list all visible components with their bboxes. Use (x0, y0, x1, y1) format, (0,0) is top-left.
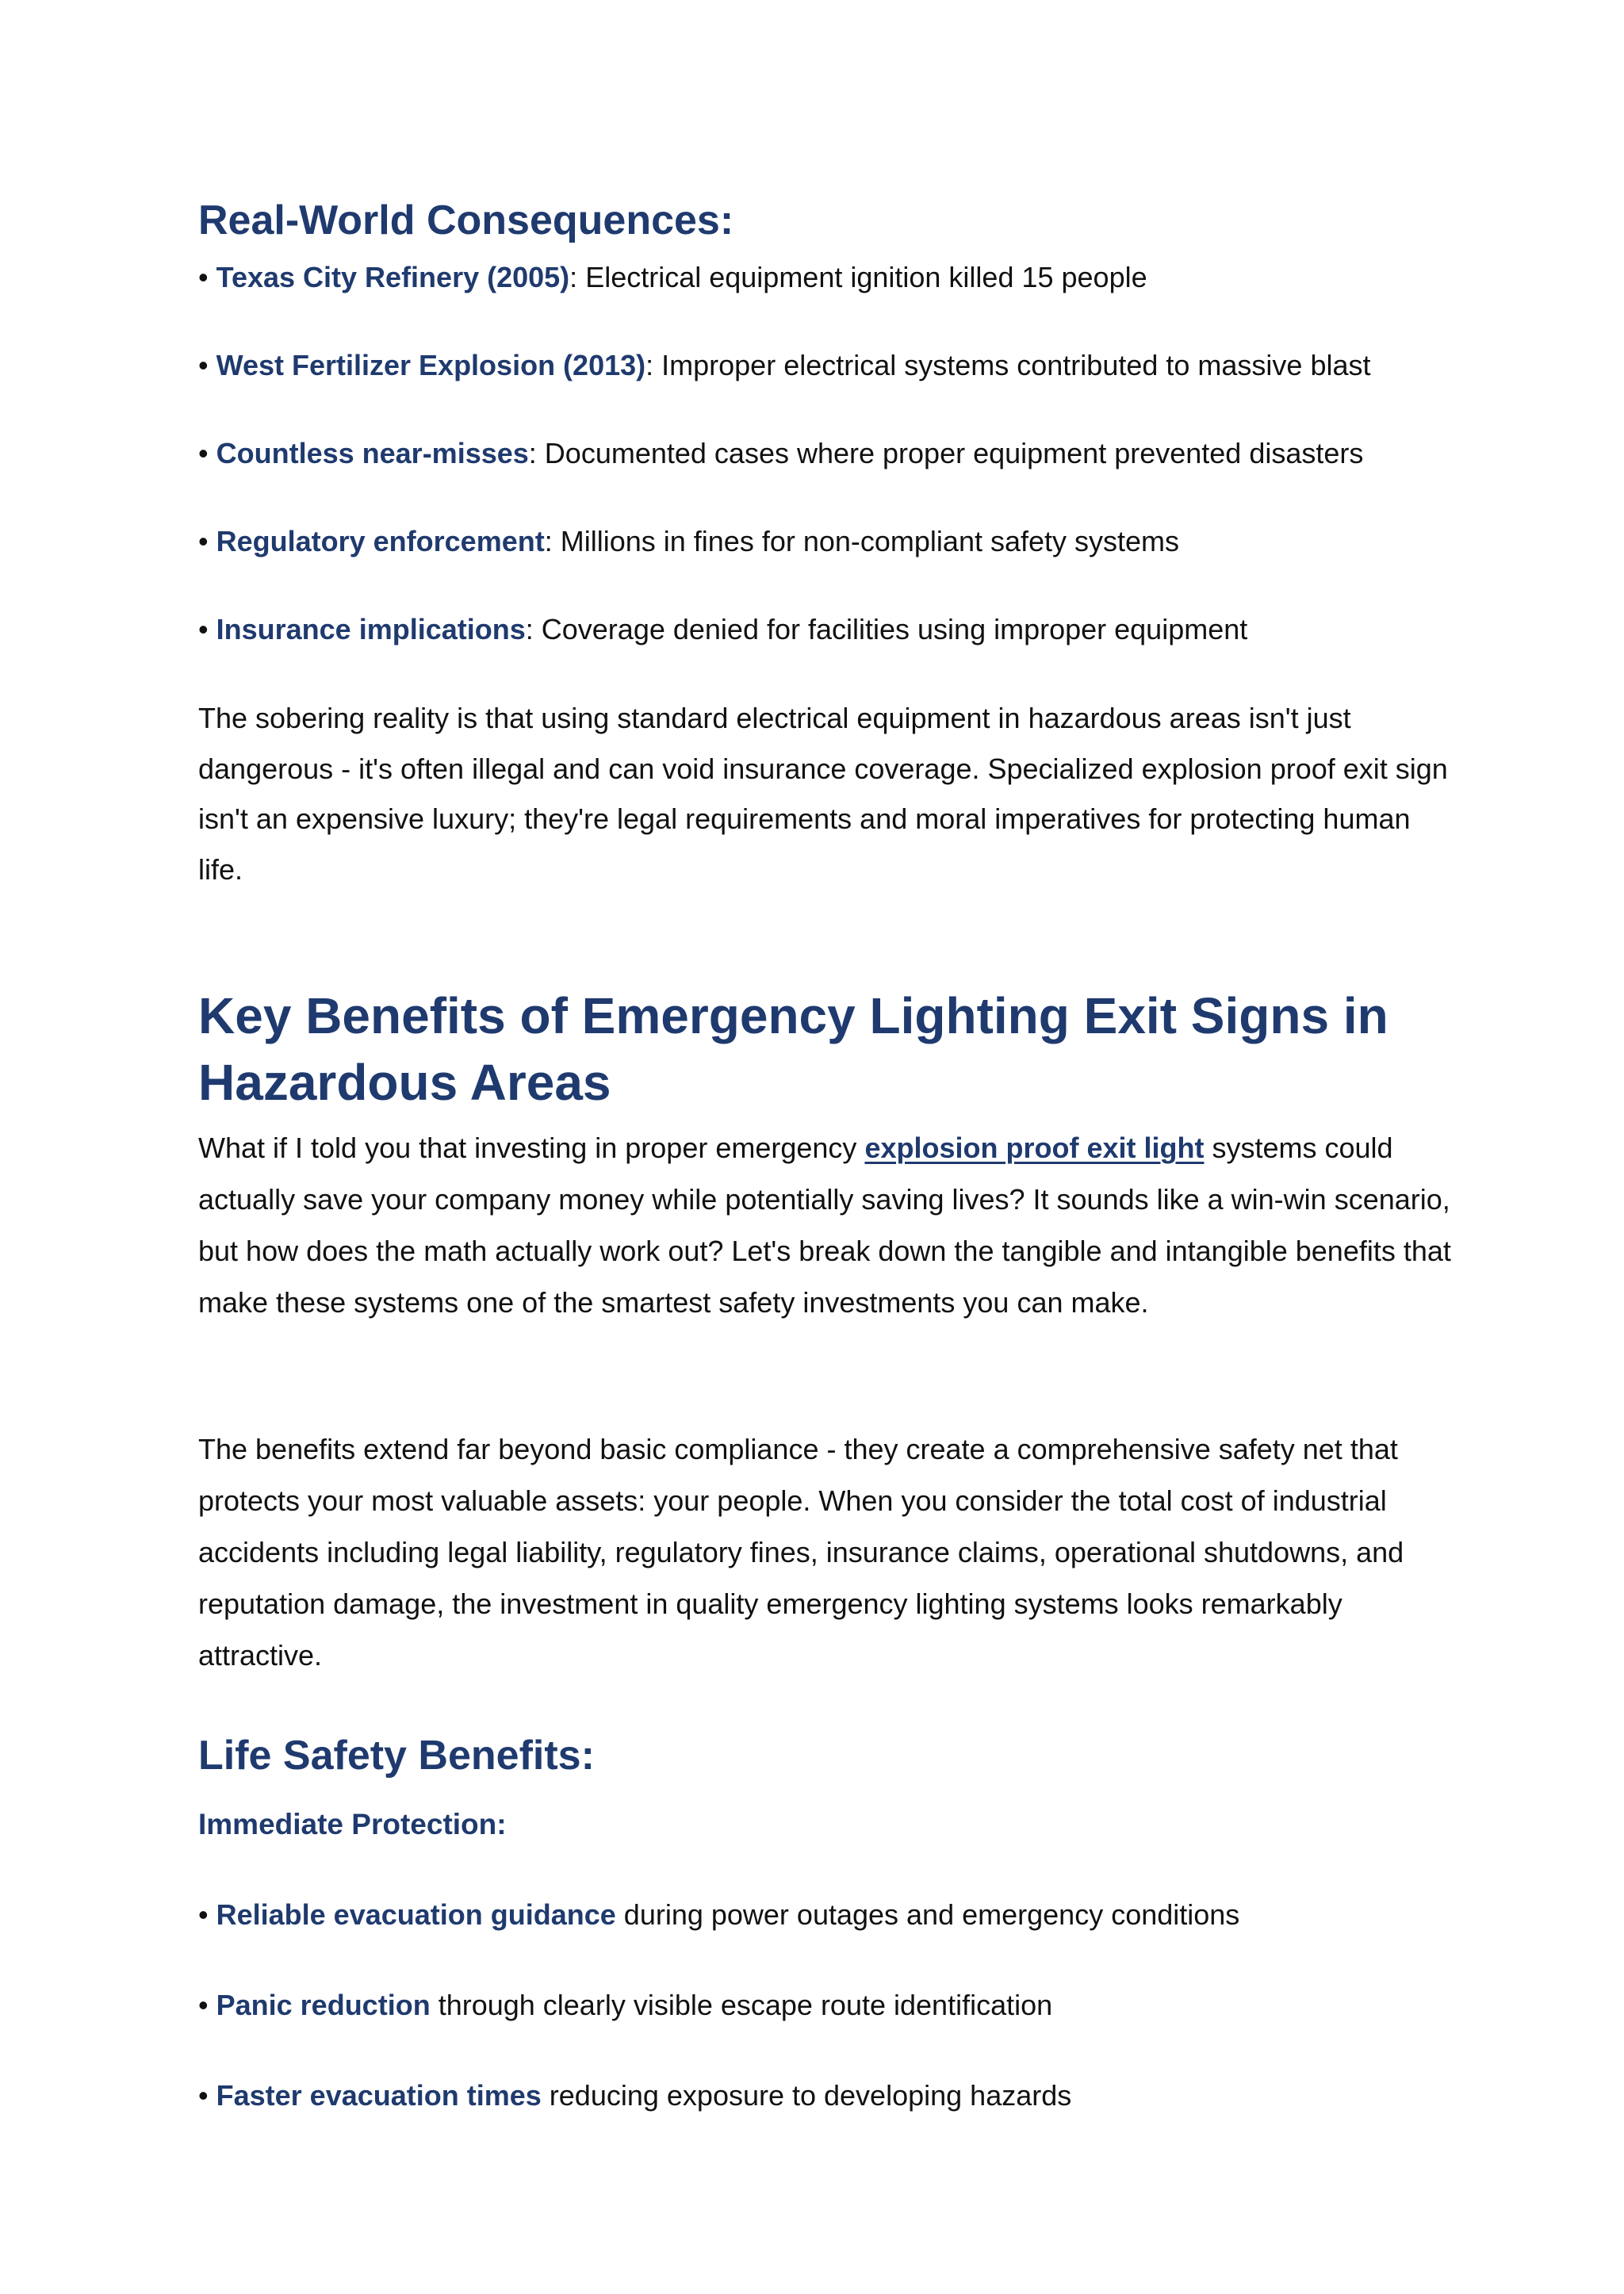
consequence-separator: : (544, 525, 553, 557)
life-safety-text: during power outages and emergency conditions (615, 1898, 1240, 1931)
life-safety-text: through clearly visible escape route identification (430, 1989, 1053, 2021)
life-safety-term: Panic reduction (216, 1989, 431, 2021)
benefits-paragraph: The benefits extend far beyond basic compliance - they create a comprehensive safety net that protects your most valuable assets: your people. When you consider the total cost of industrial accidents including legal liability, regulatory fines, insurance claims, operational shutdowns, and reputation damage, the investment in quality emergency lighting systems looks remarkably attractive. (198, 1433, 1404, 1672)
benefits-intro-text: What if I told you that investing in proper emergency (198, 1132, 865, 1164)
life-safety-item (198, 1897, 1239, 1933)
bullet-symbol: • (198, 261, 209, 293)
consequences-heading: Real-World Consequences: (198, 197, 734, 243)
bullet-symbol: • (198, 1989, 209, 2021)
consequence-term: Countless near-misses (216, 437, 529, 469)
bullet-symbol: • (198, 525, 209, 557)
benefits-intro-paragraph (198, 1122, 1451, 1328)
consequence-separator: : (645, 349, 654, 381)
consequence-text: Coverage denied for facilities using improper equipment (533, 613, 1248, 645)
life-safety-heading: Life Safety Benefits: (198, 1733, 595, 1779)
explosion-proof-exit-light-link[interactable]: explosion proof exit light (864, 1132, 1205, 1164)
consequence-item (198, 523, 1179, 560)
life-safety-text: reducing exposure to developing hazards (541, 2079, 1072, 2112)
life-safety-term: Reliable evacuation guidance (216, 1898, 616, 1931)
consequence-separator: : (528, 437, 537, 469)
bullet-symbol: • (198, 613, 209, 645)
benefits-intro-text-continued: systems could actually save your company money while potentially saving lives? It sounds like a win-win scenario, but how does the math actually work out? Let's break down the tangible and intangible benefits that make these systems one of the smartest safety investments you can make. (198, 1132, 1451, 1319)
life-safety-item (198, 2078, 1071, 2114)
consequence-text: Millions in fines for non-compliant safety systems (552, 525, 1180, 557)
consequence-text: Electrical equipment ignition killed 15 people (577, 261, 1147, 293)
consequence-text: Documented cases where proper equipment prevented disasters (536, 437, 1364, 469)
bullet-symbol: • (198, 437, 209, 469)
consequence-term: West Fertilizer Explosion (2013) (216, 349, 646, 381)
consequence-term: Texas City Refinery (2005) (216, 261, 570, 293)
consequence-text: Improper electrical systems contributed to massive blast (653, 349, 1371, 381)
consequence-term: Insurance implications (216, 613, 526, 645)
consequence-item (198, 347, 1370, 384)
consequence-item (198, 611, 1247, 648)
consequence-item (198, 259, 1147, 296)
immediate-protection-subheading: Immediate Protection: (198, 1808, 507, 1840)
consequence-separator: : (525, 613, 534, 645)
bullet-symbol: • (198, 2079, 209, 2112)
life-safety-item (198, 1987, 1052, 2024)
benefits-heading: Key Benefits of Emergency Lighting Exit Signs in Hazardous Areas (198, 987, 1388, 1111)
life-safety-term: Faster evacuation times (216, 2079, 542, 2112)
consequences-paragraph: The sobering reality is that using standard electrical equipment in hazardous areas isn't just dangerous - it's often illegal and can void insurance coverage. Specialized explosion proof exit sign isn't an expensive luxury; they're legal requirements and moral imperatives for protecting human life. (198, 702, 1448, 886)
bullet-symbol: • (198, 349, 209, 381)
consequence-term: Regulatory enforcement (216, 525, 545, 557)
consequence-separator: : (569, 261, 578, 293)
consequence-item (198, 435, 1363, 472)
bullet-symbol: • (198, 1898, 209, 1931)
